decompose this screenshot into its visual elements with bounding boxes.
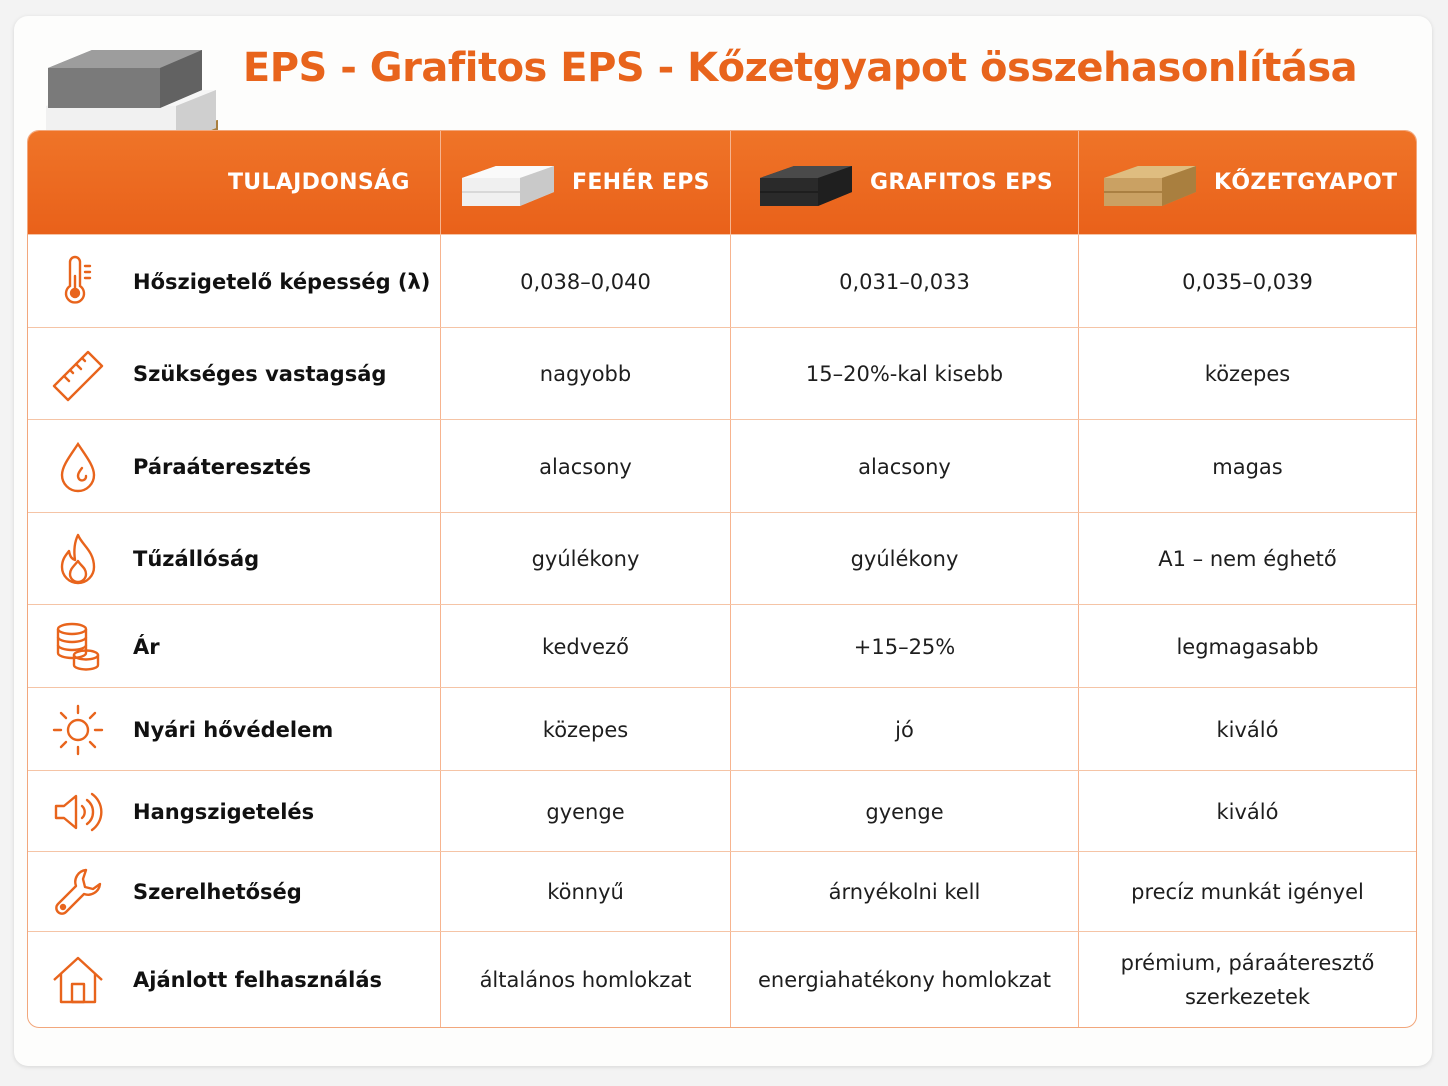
- comparison-table: [27, 130, 1417, 1028]
- ruler-icon: [50, 346, 106, 402]
- coins-icon: [50, 619, 106, 675]
- value-graphite-eps: árnyékolni kell: [828, 880, 981, 904]
- header-column-rock-wool: [1100, 131, 1410, 234]
- page-title: EPS - Grafitos EPS - Kőzetgyapot összehasonlítása: [242, 45, 1358, 91]
- table-row: [28, 234, 1416, 328]
- value-rock-wool: közepes: [1204, 362, 1291, 386]
- property-label: Ajánlott felhasználás: [133, 968, 382, 992]
- header-column-graphite-eps: [756, 131, 1096, 234]
- sun-icon: [50, 702, 106, 758]
- property-label: Hangszigetelés: [133, 799, 315, 824]
- table-row: [28, 851, 1416, 932]
- value-white-eps: könnyű: [547, 880, 624, 904]
- table-row: [28, 931, 1416, 1028]
- header-property: TULAJDONSÁG: [228, 170, 410, 195]
- table-row: [28, 770, 1416, 852]
- table-row: [28, 327, 1416, 420]
- value-white-eps: alacsony: [539, 454, 632, 479]
- value-rock-wool: kiváló: [1216, 717, 1279, 742]
- thermometer-icon: [50, 254, 106, 310]
- value-graphite-eps: gyúlékony: [850, 547, 959, 571]
- table-row: [28, 604, 1416, 688]
- white-eps-board-icon: [458, 148, 558, 218]
- value-graphite-eps: 0,031–0,033: [839, 269, 970, 294]
- property-label: Szerelhetőség: [133, 880, 302, 904]
- value-graphite-eps: energiahatékony homlokzat: [757, 968, 1052, 992]
- table-row: [28, 419, 1416, 513]
- value-white-eps: általános homlokzat: [479, 968, 692, 992]
- value-white-eps: kedvező: [542, 634, 629, 659]
- header-column-label: KŐZETGYAPOT: [1214, 170, 1398, 195]
- speaker-icon: [50, 784, 106, 840]
- value-rock-wool: magas: [1212, 454, 1283, 479]
- value-graphite-eps: 15–20%-kal kisebb: [805, 362, 1004, 386]
- property-label: Páraáteresztés: [133, 454, 312, 479]
- value-rock-wool: prémium, páraáteresztő szerkezetek: [1120, 951, 1375, 1009]
- value-rock-wool: kiváló: [1216, 799, 1279, 824]
- value-graphite-eps: +15–25%: [853, 634, 956, 659]
- property-label: Ár: [133, 634, 160, 659]
- header-column-white-eps: [458, 131, 738, 234]
- value-rock-wool: legmagasabb: [1176, 634, 1319, 659]
- house-icon: [50, 952, 106, 1008]
- header-column-label: GRAFITOS EPS: [870, 170, 1054, 195]
- table-header: [28, 131, 1416, 234]
- property-label: Hőszigetelő képesség (λ): [133, 269, 431, 294]
- value-rock-wool: A1 – nem éghető: [1158, 547, 1337, 571]
- value-graphite-eps: jó: [895, 717, 914, 742]
- header-column-label: FEHÉR EPS: [572, 170, 710, 195]
- property-label: Tűzállóság: [133, 547, 260, 571]
- rock-wool-board-icon: [1100, 148, 1200, 218]
- table-row: [28, 512, 1416, 605]
- value-white-eps: gyenge: [546, 799, 625, 824]
- value-white-eps: közepes: [542, 717, 629, 742]
- value-white-eps: nagyobb: [539, 362, 632, 386]
- graphite-eps-board-icon: [756, 148, 856, 218]
- value-graphite-eps: alacsony: [858, 454, 951, 479]
- water-drop-icon: [50, 438, 106, 494]
- property-label: Nyári hővédelem: [133, 717, 334, 742]
- property-label: Szükséges vastagság: [133, 362, 387, 386]
- flame-icon: [50, 531, 106, 587]
- table-row: [28, 687, 1416, 771]
- value-graphite-eps: gyenge: [865, 799, 944, 824]
- value-rock-wool: precíz munkát igényel: [1131, 880, 1364, 904]
- value-white-eps: gyúlékony: [531, 547, 640, 571]
- value-rock-wool: 0,035–0,039: [1182, 269, 1313, 294]
- value-white-eps: 0,038–0,040: [520, 269, 651, 294]
- wrench-icon: [50, 864, 106, 920]
